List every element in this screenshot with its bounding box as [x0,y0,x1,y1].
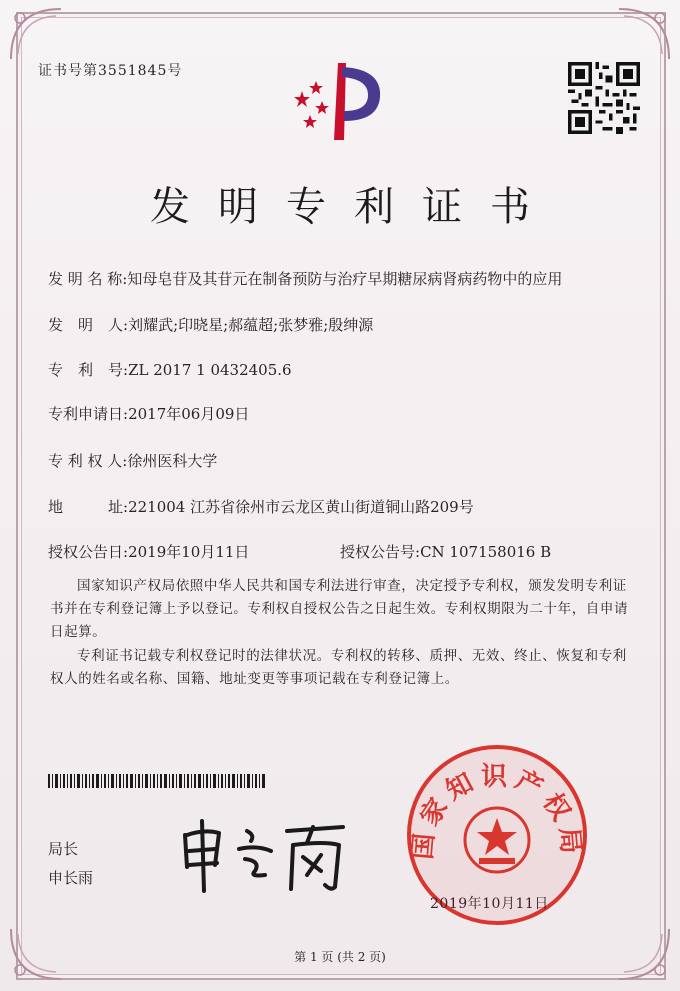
invention-name-label: 发 明 名 称: [48,270,128,288]
address-value: 221004 江苏省徐州市云龙区黄山街道铜山路209号 [128,498,474,516]
invention-name-row [48,268,562,289]
patentee-value: 徐州医科大学 [127,452,218,470]
grant-number-row [340,541,551,562]
patentee-label: 专 利 权 人: [48,452,128,470]
application-date-label: 专利申请日: [48,405,129,423]
inventor-label: 发 明 人: [48,316,129,334]
grant-number-label: 授权公告号: [340,543,421,561]
legal-paragraph-1: 国家知识产权局依照中华人民共和国专利法进行审查，决定授予专利权，颁发发明专利证书并在专利登记簿上予以登记。专利权自授权公告之日起生效。专利权期限为二十年，自申请日起算。 [50,578,629,640]
cnipa-logo-icon [282,55,394,145]
signature-mark-icon [175,805,355,895]
qr-code-icon [568,62,640,134]
inventor-row [48,314,373,335]
address-row [48,496,474,517]
seal-date: 2019年10月11日 [430,896,549,912]
patent-number-row [48,359,292,380]
certificate-title: 发明专利证书 [150,184,558,230]
corner-ornament-icon [6,4,66,64]
official-title: 局长 [48,840,79,858]
patent-number-value: ZL 2017 1 0432405.6 [128,361,292,379]
inventor-value: 刘耀武;印晓星;郝蕴超;张梦雅;殷绅源 [128,316,374,334]
patent-number-label: 专 利 号: [48,361,129,379]
seal-text: 国家知识产权局 [407,762,587,861]
official-name: 申长雨 [48,869,94,887]
grant-date-value: 2019年10月11日 [128,543,250,561]
barcode-icon [48,773,266,787]
patentee-row [48,450,217,471]
address-label: 地 址: [48,498,129,516]
certificate-number: 证书号第3551845号 [38,63,183,79]
application-date-row [48,403,249,424]
invention-name-value: 知母皂苷及其苷元在制备预防与治疗早期糖尿病肾病药物中的应用 [127,270,563,288]
corner-ornament-icon [614,4,674,64]
application-date-value: 2017年06月09日 [128,405,250,423]
legal-paragraph-2: 专利证书记载专利权登记时的法律状况。专利权的转移、质押、无效、终止、恢复和专利权人的姓名或名称、国籍、地址变更等事项记载在专利登记簿上。 [50,648,627,687]
page-number: 第 1 页 (共 2 页) [294,950,386,964]
grant-date-label: 授权公告日: [48,543,129,561]
grant-date-row [48,541,249,562]
grant-number-value: CN 107158016 B [420,543,552,561]
